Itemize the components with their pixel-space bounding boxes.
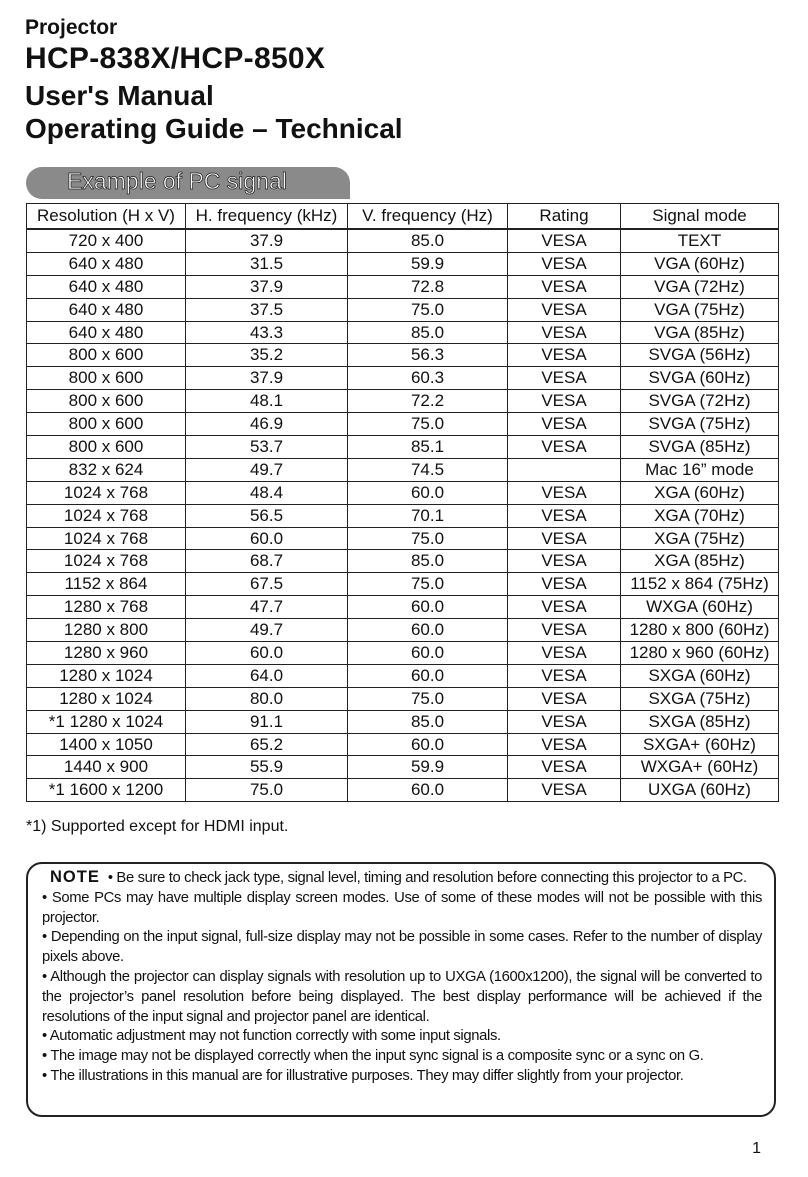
table-cell: 60.3 <box>348 367 508 390</box>
table-cell: VGA (85Hz) <box>621 321 779 344</box>
table-cell: 37.9 <box>186 275 348 298</box>
table-cell: 640 x 480 <box>27 275 186 298</box>
table-row <box>27 756 779 779</box>
column-header: Resolution (H x V) <box>27 204 186 230</box>
table-cell: VESA <box>508 390 621 413</box>
table-row <box>27 458 779 481</box>
table-cell: VESA <box>508 481 621 504</box>
note-first-item <box>42 868 762 889</box>
table-cell: SXGA (60Hz) <box>621 664 779 687</box>
table-cell: VESA <box>508 756 621 779</box>
table-cell: 1024 x 768 <box>27 481 186 504</box>
table-cell: 59.9 <box>348 252 508 275</box>
table-cell: 800 x 600 <box>27 344 186 367</box>
table-cell: 60.0 <box>348 664 508 687</box>
table-cell: 1280 x 800 (60Hz) <box>621 619 779 642</box>
note-item: • The illustrations in this manual are for illustrative purposes. They may differ slightly from your projector. <box>42 1067 684 1084</box>
table-cell: VESA <box>508 619 621 642</box>
table-row <box>27 504 779 527</box>
table-row <box>27 596 779 619</box>
table-cell: VESA <box>508 504 621 527</box>
table-cell: SXGA (85Hz) <box>621 710 779 733</box>
table-cell: XGA (75Hz) <box>621 527 779 550</box>
table-cell: 60.0 <box>348 619 508 642</box>
table-body <box>27 229 779 802</box>
table-cell: 75.0 <box>348 298 508 321</box>
table-cell: 1024 x 768 <box>27 550 186 573</box>
table-row <box>27 298 779 321</box>
table-row <box>27 527 779 550</box>
table-cell: 75.0 <box>186 779 348 802</box>
table-cell: SVGA (85Hz) <box>621 436 779 459</box>
table-cell: 800 x 600 <box>27 413 186 436</box>
table-cell: 640 x 480 <box>27 252 186 275</box>
table-cell: XGA (70Hz) <box>621 504 779 527</box>
table-cell: 800 x 600 <box>27 436 186 459</box>
table-row <box>27 229 779 252</box>
table-cell: 65.2 <box>186 733 348 756</box>
table-cell: 720 x 400 <box>27 229 186 252</box>
note-label: NOTE <box>50 868 100 886</box>
table-cell: 1152 x 864 <box>27 573 186 596</box>
table-cell: WXGA (60Hz) <box>621 596 779 619</box>
table-cell: 1152 x 864 (75Hz) <box>621 573 779 596</box>
table-row <box>27 481 779 504</box>
table-cell: VESA <box>508 229 621 252</box>
table-row <box>27 733 779 756</box>
table-cell: 60.0 <box>348 779 508 802</box>
table-cell: 49.7 <box>186 458 348 481</box>
table-cell: 1280 x 1024 <box>27 687 186 710</box>
table-cell: 85.1 <box>348 436 508 459</box>
table-row <box>27 367 779 390</box>
table-cell: 60.0 <box>186 642 348 665</box>
table-cell: 640 x 480 <box>27 321 186 344</box>
table-cell: XGA (60Hz) <box>621 481 779 504</box>
table-cell: 60.0 <box>186 527 348 550</box>
table-cell: 49.7 <box>186 619 348 642</box>
table-cell: 1280 x 960 <box>27 642 186 665</box>
table-cell: 1280 x 1024 <box>27 664 186 687</box>
table-cell: VESA <box>508 550 621 573</box>
table-cell: VESA <box>508 321 621 344</box>
table-cell: VESA <box>508 642 621 665</box>
table-cell: 53.7 <box>186 436 348 459</box>
table-cell: 1280 x 960 (60Hz) <box>621 642 779 665</box>
table-cell: 56.5 <box>186 504 348 527</box>
table-cell: VESA <box>508 367 621 390</box>
model-title: HCP-838X/HCP-850X <box>25 42 326 75</box>
table-cell: 91.1 <box>186 710 348 733</box>
table-cell: *1 1600 x 1200 <box>27 779 186 802</box>
table-cell: VESA <box>508 252 621 275</box>
table-cell: 59.9 <box>348 756 508 779</box>
table-row <box>27 413 779 436</box>
table-cell: VESA <box>508 596 621 619</box>
table-cell: 75.0 <box>348 573 508 596</box>
table-cell: XGA (85Hz) <box>621 550 779 573</box>
table-cell: VESA <box>508 275 621 298</box>
table-cell: 1400 x 1050 <box>27 733 186 756</box>
table-cell: 800 x 600 <box>27 390 186 413</box>
table-cell: 85.0 <box>348 229 508 252</box>
table-cell: 35.2 <box>186 344 348 367</box>
table-row <box>27 664 779 687</box>
table-cell: SVGA (60Hz) <box>621 367 779 390</box>
table-cell: VESA <box>508 298 621 321</box>
table-cell: WXGA+ (60Hz) <box>621 756 779 779</box>
table-cell: VGA (75Hz) <box>621 298 779 321</box>
table-cell: 1024 x 768 <box>27 504 186 527</box>
table-row <box>27 390 779 413</box>
table-cell: VESA <box>508 687 621 710</box>
table-row <box>27 573 779 596</box>
table-cell: VGA (60Hz) <box>621 252 779 275</box>
table-cell: 68.7 <box>186 550 348 573</box>
table-cell: 46.9 <box>186 413 348 436</box>
table-cell: 75.0 <box>348 413 508 436</box>
table-cell: TEXT <box>621 229 779 252</box>
section-heading <box>26 167 350 199</box>
table-cell: 800 x 600 <box>27 367 186 390</box>
table-row <box>27 252 779 275</box>
section-heading-label: Example of PC signal <box>67 168 287 194</box>
table-cell: 60.0 <box>348 642 508 665</box>
table-cell: VESA <box>508 733 621 756</box>
table-cell: VESA <box>508 573 621 596</box>
table-cell: 1280 x 800 <box>27 619 186 642</box>
note-item: • Some PCs may have multiple display screen modes. Use of some of these modes will not be possible with this projector. <box>42 889 762 926</box>
table-cell: SXGA (75Hz) <box>621 687 779 710</box>
column-header: V. frequency (Hz) <box>348 204 508 230</box>
table-cell: 75.0 <box>348 687 508 710</box>
footnote: *1) Supported except for HDMI input. <box>26 818 289 835</box>
table-cell: 80.0 <box>186 687 348 710</box>
table-cell: 64.0 <box>186 664 348 687</box>
table-cell: 72.8 <box>348 275 508 298</box>
note-item: • Automatic adjustment may not function correctly with some input signals. <box>42 1028 501 1045</box>
table-cell: VESA <box>508 779 621 802</box>
table-cell: 43.3 <box>186 321 348 344</box>
table-cell: 48.1 <box>186 390 348 413</box>
table-cell: 85.0 <box>348 710 508 733</box>
table-cell: 55.9 <box>186 756 348 779</box>
table-cell: 640 x 480 <box>27 298 186 321</box>
table-cell: 60.0 <box>348 481 508 504</box>
table-cell: 37.9 <box>186 229 348 252</box>
column-header: H. frequency (kHz) <box>186 204 348 230</box>
table-cell: 72.2 <box>348 390 508 413</box>
table-cell: *1 1280 x 1024 <box>27 710 186 733</box>
note-item: • Depending on the input signal, full-size display may not be possible in some cases. Refer to the number of display pixels above. <box>42 929 762 966</box>
table-cell: 1280 x 768 <box>27 596 186 619</box>
table-cell: 85.0 <box>348 321 508 344</box>
table-cell: SXGA+ (60Hz) <box>621 733 779 756</box>
table-header-row <box>27 204 779 230</box>
table-cell: SVGA (56Hz) <box>621 344 779 367</box>
product-category: Projector <box>25 16 118 39</box>
page-number: 1 <box>752 1140 761 1157</box>
table-cell: 70.1 <box>348 504 508 527</box>
table-cell: SVGA (72Hz) <box>621 390 779 413</box>
table-cell: 47.7 <box>186 596 348 619</box>
table-cell: 832 x 624 <box>27 458 186 481</box>
table-cell: 37.5 <box>186 298 348 321</box>
table-cell: VESA <box>508 710 621 733</box>
note-item: • Be sure to check jack type, signal level, timing and resolution before connecting this projector to a PC. <box>107 870 747 886</box>
column-header: Signal mode <box>621 204 779 230</box>
table-row <box>27 321 779 344</box>
table-cell: VESA <box>508 413 621 436</box>
guide-title: Operating Guide – Technical <box>25 113 403 144</box>
table-row <box>27 619 779 642</box>
table-cell: UXGA (60Hz) <box>621 779 779 802</box>
table-cell: 75.0 <box>348 527 508 550</box>
table-row <box>27 710 779 733</box>
table-cell: Mac 16” mode <box>621 458 779 481</box>
table-row <box>27 344 779 367</box>
table-cell: 31.5 <box>186 252 348 275</box>
table-cell <box>508 458 621 481</box>
table-cell: 74.5 <box>348 458 508 481</box>
note-box <box>26 862 776 1117</box>
table-row <box>27 436 779 459</box>
table-row <box>27 779 779 802</box>
table-cell: 60.0 <box>348 733 508 756</box>
table-cell: VESA <box>508 344 621 367</box>
table-cell: 37.9 <box>186 367 348 390</box>
column-header: Rating <box>508 204 621 230</box>
table-row <box>27 275 779 298</box>
table-cell: VESA <box>508 527 621 550</box>
table-cell: VESA <box>508 664 621 687</box>
note-item: • The image may not be displayed correctly when the input sync signal is a composite sync or a sync on G. <box>42 1048 704 1065</box>
note-item: • Although the projector can display signals with resolution up to UXGA (1600x1200), the signal will be converted to the projector’s panel resolution before being displayed. The best display performance will be achieved if the resolutions of the input signal and projector panel are identical. <box>42 968 762 1025</box>
table-cell: 1440 x 900 <box>27 756 186 779</box>
table-cell: VGA (72Hz) <box>621 275 779 298</box>
table-cell: SVGA (75Hz) <box>621 413 779 436</box>
table-cell: VESA <box>508 436 621 459</box>
table-row <box>27 687 779 710</box>
pc-signal-table <box>26 203 779 802</box>
manual-title: User's Manual <box>25 80 214 111</box>
table-row <box>27 550 779 573</box>
table-cell: 56.3 <box>348 344 508 367</box>
table-cell: 85.0 <box>348 550 508 573</box>
table-cell: 67.5 <box>186 573 348 596</box>
table-cell: 1024 x 768 <box>27 527 186 550</box>
table-cell: 48.4 <box>186 481 348 504</box>
table-cell: 60.0 <box>348 596 508 619</box>
table-row <box>27 642 779 665</box>
